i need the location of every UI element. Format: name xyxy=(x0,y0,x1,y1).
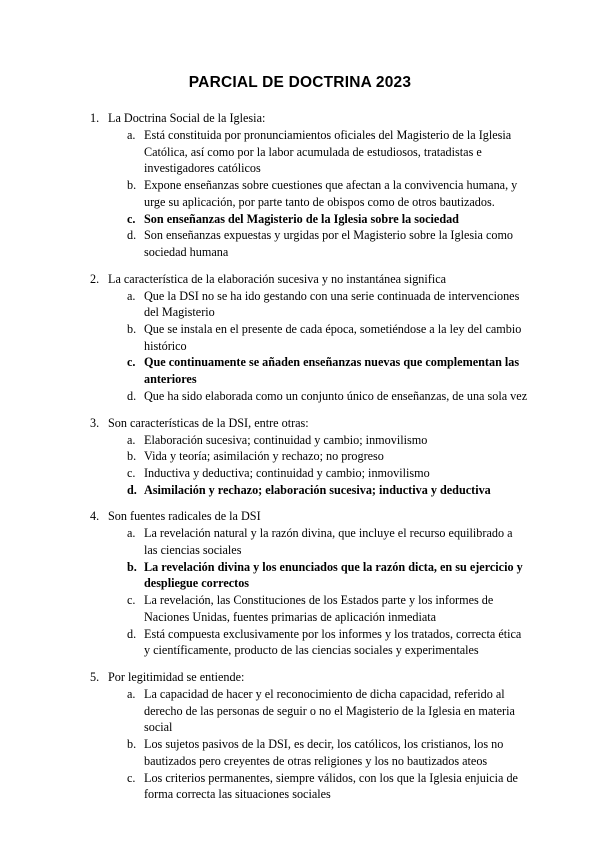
option-text: La capacidad de hacer y el reconocimiento de dicha capacidad, referido al derecho de las personas de seguir o no el Magisterio de la Iglesia en materia social xyxy=(144,686,515,735)
question-1 xyxy=(0,110,600,261)
question-text: La Doctrina Social de la Iglesia: xyxy=(108,111,266,125)
option-letter: a. xyxy=(127,432,136,447)
question-number: 2. xyxy=(90,271,100,286)
question-number: 4. xyxy=(90,509,100,524)
option-letter: c. xyxy=(127,211,136,226)
option-letter: d. xyxy=(127,388,137,403)
question-stem xyxy=(0,415,600,431)
option-letter: a. xyxy=(127,288,136,303)
option-list xyxy=(0,525,600,659)
option-b xyxy=(0,736,600,769)
question-3 xyxy=(0,415,600,499)
option-text: La revelación divina y los enunciados que la razón dicta, en su ejercicio y despliegue correctos xyxy=(144,559,523,591)
option-c xyxy=(0,465,600,482)
question-stem xyxy=(0,508,600,524)
option-d xyxy=(0,388,600,405)
option-letter: c. xyxy=(127,770,136,785)
option-text: Que continuamente se añaden enseñanzas nuevas que complementan las anteriores xyxy=(144,355,520,387)
option-list xyxy=(0,127,600,261)
option-letter: d. xyxy=(127,626,137,641)
option-text: Asimilación y rechazo; elaboración sucesiva; inductiva y deductiva xyxy=(144,482,491,497)
option-letter: b. xyxy=(127,322,137,337)
option-d xyxy=(0,482,600,499)
option-list xyxy=(0,686,600,803)
option-text: Son enseñanzas del Magisterio de la Iglesia sobre la sociedad xyxy=(144,211,459,226)
question-stem xyxy=(0,669,600,685)
option-c xyxy=(0,592,600,625)
option-text: La revelación, las Constituciones de los Estados parte y los informes de Naciones Unidas, fuentes primarias de aplicación inmediata xyxy=(144,593,494,624)
option-letter: b. xyxy=(127,178,137,193)
option-text: Que se instala en el presente de cada época, sometiéndose a la ley del cambio histórico xyxy=(144,322,522,353)
option-c xyxy=(0,354,600,387)
option-a xyxy=(0,432,600,449)
question-text: La característica de la elaboración sucesiva y no instantánea significa xyxy=(108,271,447,286)
option-letter: d. xyxy=(127,228,137,243)
option-letter: a. xyxy=(127,526,136,541)
option-letter: b. xyxy=(127,559,137,574)
question-2 xyxy=(0,271,600,405)
option-a xyxy=(0,525,600,558)
option-letter: a. xyxy=(127,128,136,142)
option-text: Los sujetos pasivos de la DSI, es decir, los católicos, los cristianos, los no bautizados pero creyentes de otras religiones y los no bautizados ateos xyxy=(144,737,504,768)
option-text: Los criterios permanentes, siempre válidos, con los que la Iglesia enjuicia de forma correcta las situaciones sociales xyxy=(144,770,518,802)
page-title: PARCIAL DE DOCTRINA 2023 xyxy=(188,74,412,91)
question-number: 1. xyxy=(90,111,100,125)
option-text: La revelación natural y la razón divina, que incluye el recurso equilibrado a las ciencias sociales xyxy=(144,526,513,558)
option-text: Que ha sido elaborada como un conjunto único de enseñanzas, de una sola vez xyxy=(144,388,528,403)
option-letter: b. xyxy=(127,449,137,464)
option-c xyxy=(0,211,600,228)
question-text: Son fuentes radicales de la DSI xyxy=(108,509,261,524)
option-b xyxy=(0,559,600,592)
option-letter: c. xyxy=(127,465,136,480)
option-letter: d. xyxy=(127,482,137,497)
question-text: Por legitimidad se entiende: xyxy=(108,669,245,684)
option-c xyxy=(0,770,600,803)
option-list xyxy=(0,288,600,405)
question-number: 5. xyxy=(90,669,100,684)
option-text: Que la DSI no se ha ido gestando con una serie continuada de intervenciones del Magisterio xyxy=(144,288,520,320)
question-5 xyxy=(0,669,600,803)
option-text: Expone enseñanzas sobre cuestiones que afectan a la convivencia humana, y urge su aplicación, por parte tanto de obispos como de otros bautizados. xyxy=(144,178,518,209)
option-a xyxy=(0,127,600,177)
option-list xyxy=(0,432,600,499)
option-letter: c. xyxy=(127,355,136,370)
option-letter: a. xyxy=(127,686,136,701)
question-number: 3. xyxy=(90,415,100,430)
option-letter: b. xyxy=(127,737,137,752)
option-text: Son enseñanzas expuestas y urgidas por el Magisterio sobre la Iglesia como sociedad humana xyxy=(144,228,514,259)
option-d xyxy=(0,626,600,659)
question-list xyxy=(0,110,600,813)
option-text: Vida y teoría; asimilación y rechazo; no progreso xyxy=(144,449,384,464)
question-text: Son características de la DSI, entre otras: xyxy=(108,415,309,430)
option-a xyxy=(0,686,600,736)
option-b xyxy=(0,177,600,210)
question-stem xyxy=(0,271,600,287)
option-d xyxy=(0,227,600,260)
option-a xyxy=(0,288,600,321)
question-stem xyxy=(0,110,600,126)
option-b xyxy=(0,321,600,354)
question-4 xyxy=(0,508,600,659)
option-text: Está constituida por pronunciamientos oficiales del Magisterio de la Iglesia Católica, así como por la labor acumulada de estudiosos, tratadistas e investigadores católicos xyxy=(144,128,512,176)
option-text: Está compuesta exclusivamente por los informes y los tratados, correcta ética y científicamente, producto de las ciencias sociales y experimentales xyxy=(144,626,522,658)
option-b xyxy=(0,448,600,465)
option-text: Inductiva y deductiva; continuidad y cambio; inmovilismo xyxy=(144,465,430,480)
option-letter: c. xyxy=(127,593,136,608)
option-text: Elaboración sucesiva; continuidad y cambio; inmovilismo xyxy=(144,432,428,447)
